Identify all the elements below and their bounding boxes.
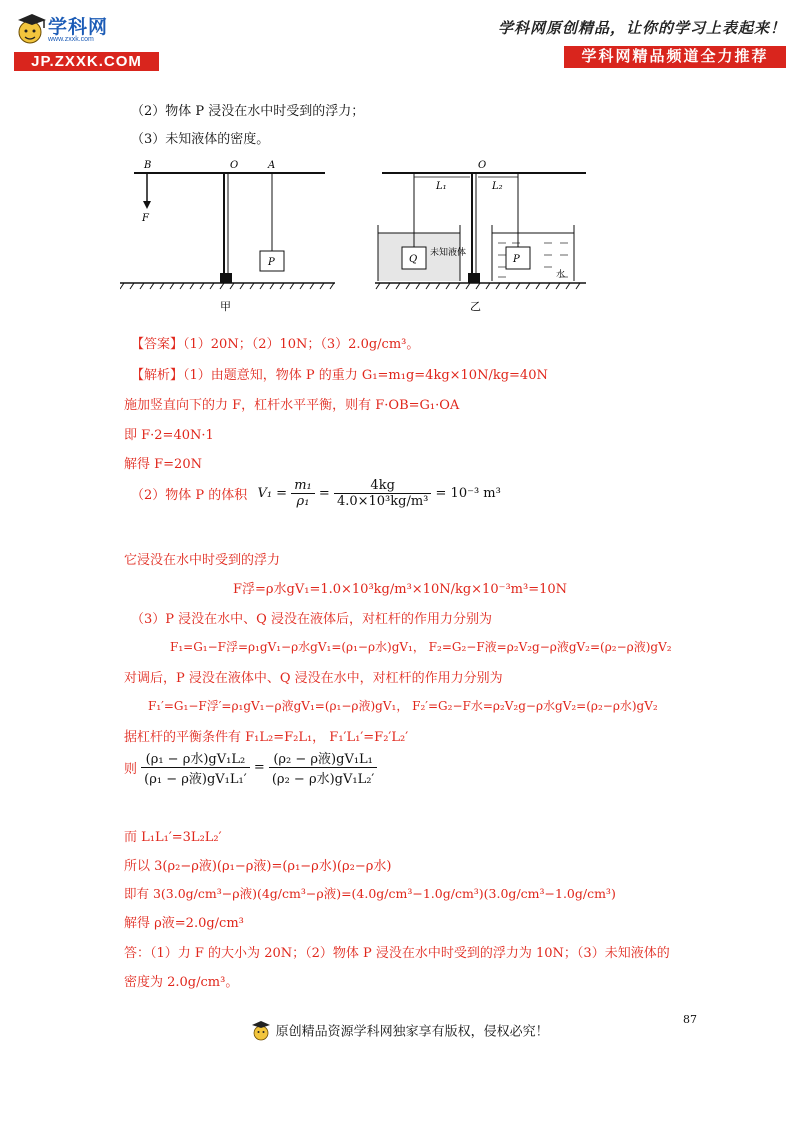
logo-sub: www.zxxk.com [48,36,94,43]
answer-line [131,333,419,352]
ratio-eq: = [253,760,265,775]
answer-text: （1）20N；（2）10N；（3）2.0g/cm³。 [183,337,420,352]
volume-fraction-2 [334,478,431,509]
label-f: F [142,213,149,224]
answer-tag: 【答案】 [131,337,184,352]
header-banner: 学科网精品频道全力推荐 [564,46,786,68]
header-slogan: 学科网原创精品，让你的学习上表起来！ [497,19,786,37]
label-p-left: P [268,257,275,268]
site-logo[interactable] [14,8,159,72]
ratio-prefix: 则 [124,762,138,777]
volume-rhs: = 10⁻³ m³ [435,486,501,501]
volume-fraction-1 [291,478,315,509]
analysis-line-6: 它浸没在水中时受到的浮力 [124,553,281,568]
caption-left: 甲 [220,300,231,313]
lever-figure [120,155,590,320]
analysis-tag: 【解析】 [131,368,184,383]
question-3: （3）未知液体的密度。 [131,132,270,147]
volume-den-1: ρ₁ [296,494,310,509]
volume-num-2: 4kg [334,478,431,494]
analysis-line-5: （2）物体 P 的体积 V₁ = $\frac{\text{m₁}}{\text{ρ₁}}$ = $\frac{4kg}{\text{4.0×10³kg/m³}}$ = 10⁻³ m³ [131,478,501,509]
label-liquid: 未知液体 [430,248,467,258]
analysis-line-10: 对调后，P 浸没在液体中、Q 浸没在水中，对杠杆的作用力分别为 [124,671,503,686]
label-water: 水 [556,270,566,280]
page-number: 87 [683,1013,697,1026]
analysis-line-14: 而 L₁L₁′=3L₂L₂′ [124,830,222,845]
ratio-num-2: (ρ₂ − ρ液)gV₁L₁ [269,748,378,768]
caption-right: 乙 [470,300,481,313]
label-l1: L₁ [436,181,447,192]
logo-url[interactable]: JP.ZXXK.COM [14,52,159,71]
analysis-line-11: F₁′=G₁−F浮′=ρ₁gV₁−ρ液gV₁=(ρ₁−ρ液)gV₁， F₂′=G₂−F水=ρ₂V₂g−ρ水gV₂=(ρ₂−ρ水)gV₂ [148,699,658,713]
volume-num-1: m₁ [291,478,315,494]
label-p-right: P [513,254,520,265]
ratio-fraction-2 [269,748,378,787]
analysis-line-1 [131,364,548,383]
ratio-num-1: (ρ₁ − ρ水)gV₁L₂ [141,748,250,768]
analysis-line-13 [124,748,377,800]
analysis-line-4: 解得 F=20N [124,457,202,472]
label-b: B [144,160,152,171]
analysis-line-2: 施加竖直向下的力 F，杠杆水平平衡，则有 F·OB=G₁·OA [124,398,460,413]
label-o-right: O [478,160,487,171]
analysis-line-7: F浮=ρ水gV₁=1.0×10³kg/m³×10N/kg×10⁻³m³=10N [232,582,568,597]
analysis-line-15: 所以 3(ρ₂−ρ液)(ρ₁−ρ液)=(ρ₁−ρ水)(ρ₂−ρ水) [124,859,392,874]
analysis-text-1: （1）由题意知，物体 P 的重力 G₁=m₁g=4kg×10N/kg=40N [183,368,548,383]
analysis-line-18: 答：（1）力 F 的大小为 20N；（2）物体 P 浸没在水中时受到的浮力为 10N；（3）未知液体的 [124,946,670,961]
label-o-left: O [230,160,239,171]
volume-lhs: V₁ = [257,486,288,501]
mascot-icon [16,10,48,48]
mascot-icon [251,1018,271,1042]
ratio-den-1: (ρ₁ − ρ液)gV₁L₁′ [144,772,247,787]
analysis-line-19: 密度为 2.0g/cm³。 [124,975,239,990]
analysis-line-8: （3）P 浸没在水中、Q 浸没在液体后，对杠杆的作用力分别为 [131,612,492,627]
footer-copyright [0,1018,800,1042]
label-a: A [268,160,276,171]
analysis-line-9: F₁=G₁−F浮=ρ₁gV₁−ρ水gV₁=(ρ₁−ρ水)gV₁， F₂=G₂−F液=ρ₂V₂g−ρ液gV₂=(ρ₂−ρ液)gV₂ [170,640,672,654]
analysis-line-3: 即 F·2=40N·1 [124,428,214,443]
analysis-line-16: 即有 3(3.0g/cm³−ρ液)(4g/cm³−ρ液)=(4.0g/cm³−1.0g/cm³)(3.0g/cm³−1.0g/cm³) [124,886,616,901]
figure-left [120,160,335,313]
analysis-line-17: 解得 ρ液=2.0g/cm³ [124,916,244,931]
ratio-den-2: (ρ₂ − ρ水)gV₁L₂′ [271,772,375,787]
ratio-fraction-1 [141,748,250,787]
volume-prefix: （2）物体 P 的体积 [131,488,248,503]
footer-text: 原创精品资源学科网独家享有版权，侵权必究！ [275,1024,549,1040]
label-q: Q [409,254,418,265]
analysis-line-12: 据杠杆的平衡条件有 F₁L₂=F₂L₁， F₁′L₁′=F₂′L₂′ [124,730,409,745]
question-2: （2）物体 P 浸没在水中时受到的浮力； [131,104,365,119]
figure-right [375,160,586,313]
logo-name: 学科网 [48,17,109,38]
volume-den-2: 4.0×10³kg/m³ [336,494,429,509]
label-l2: L₂ [492,181,503,192]
